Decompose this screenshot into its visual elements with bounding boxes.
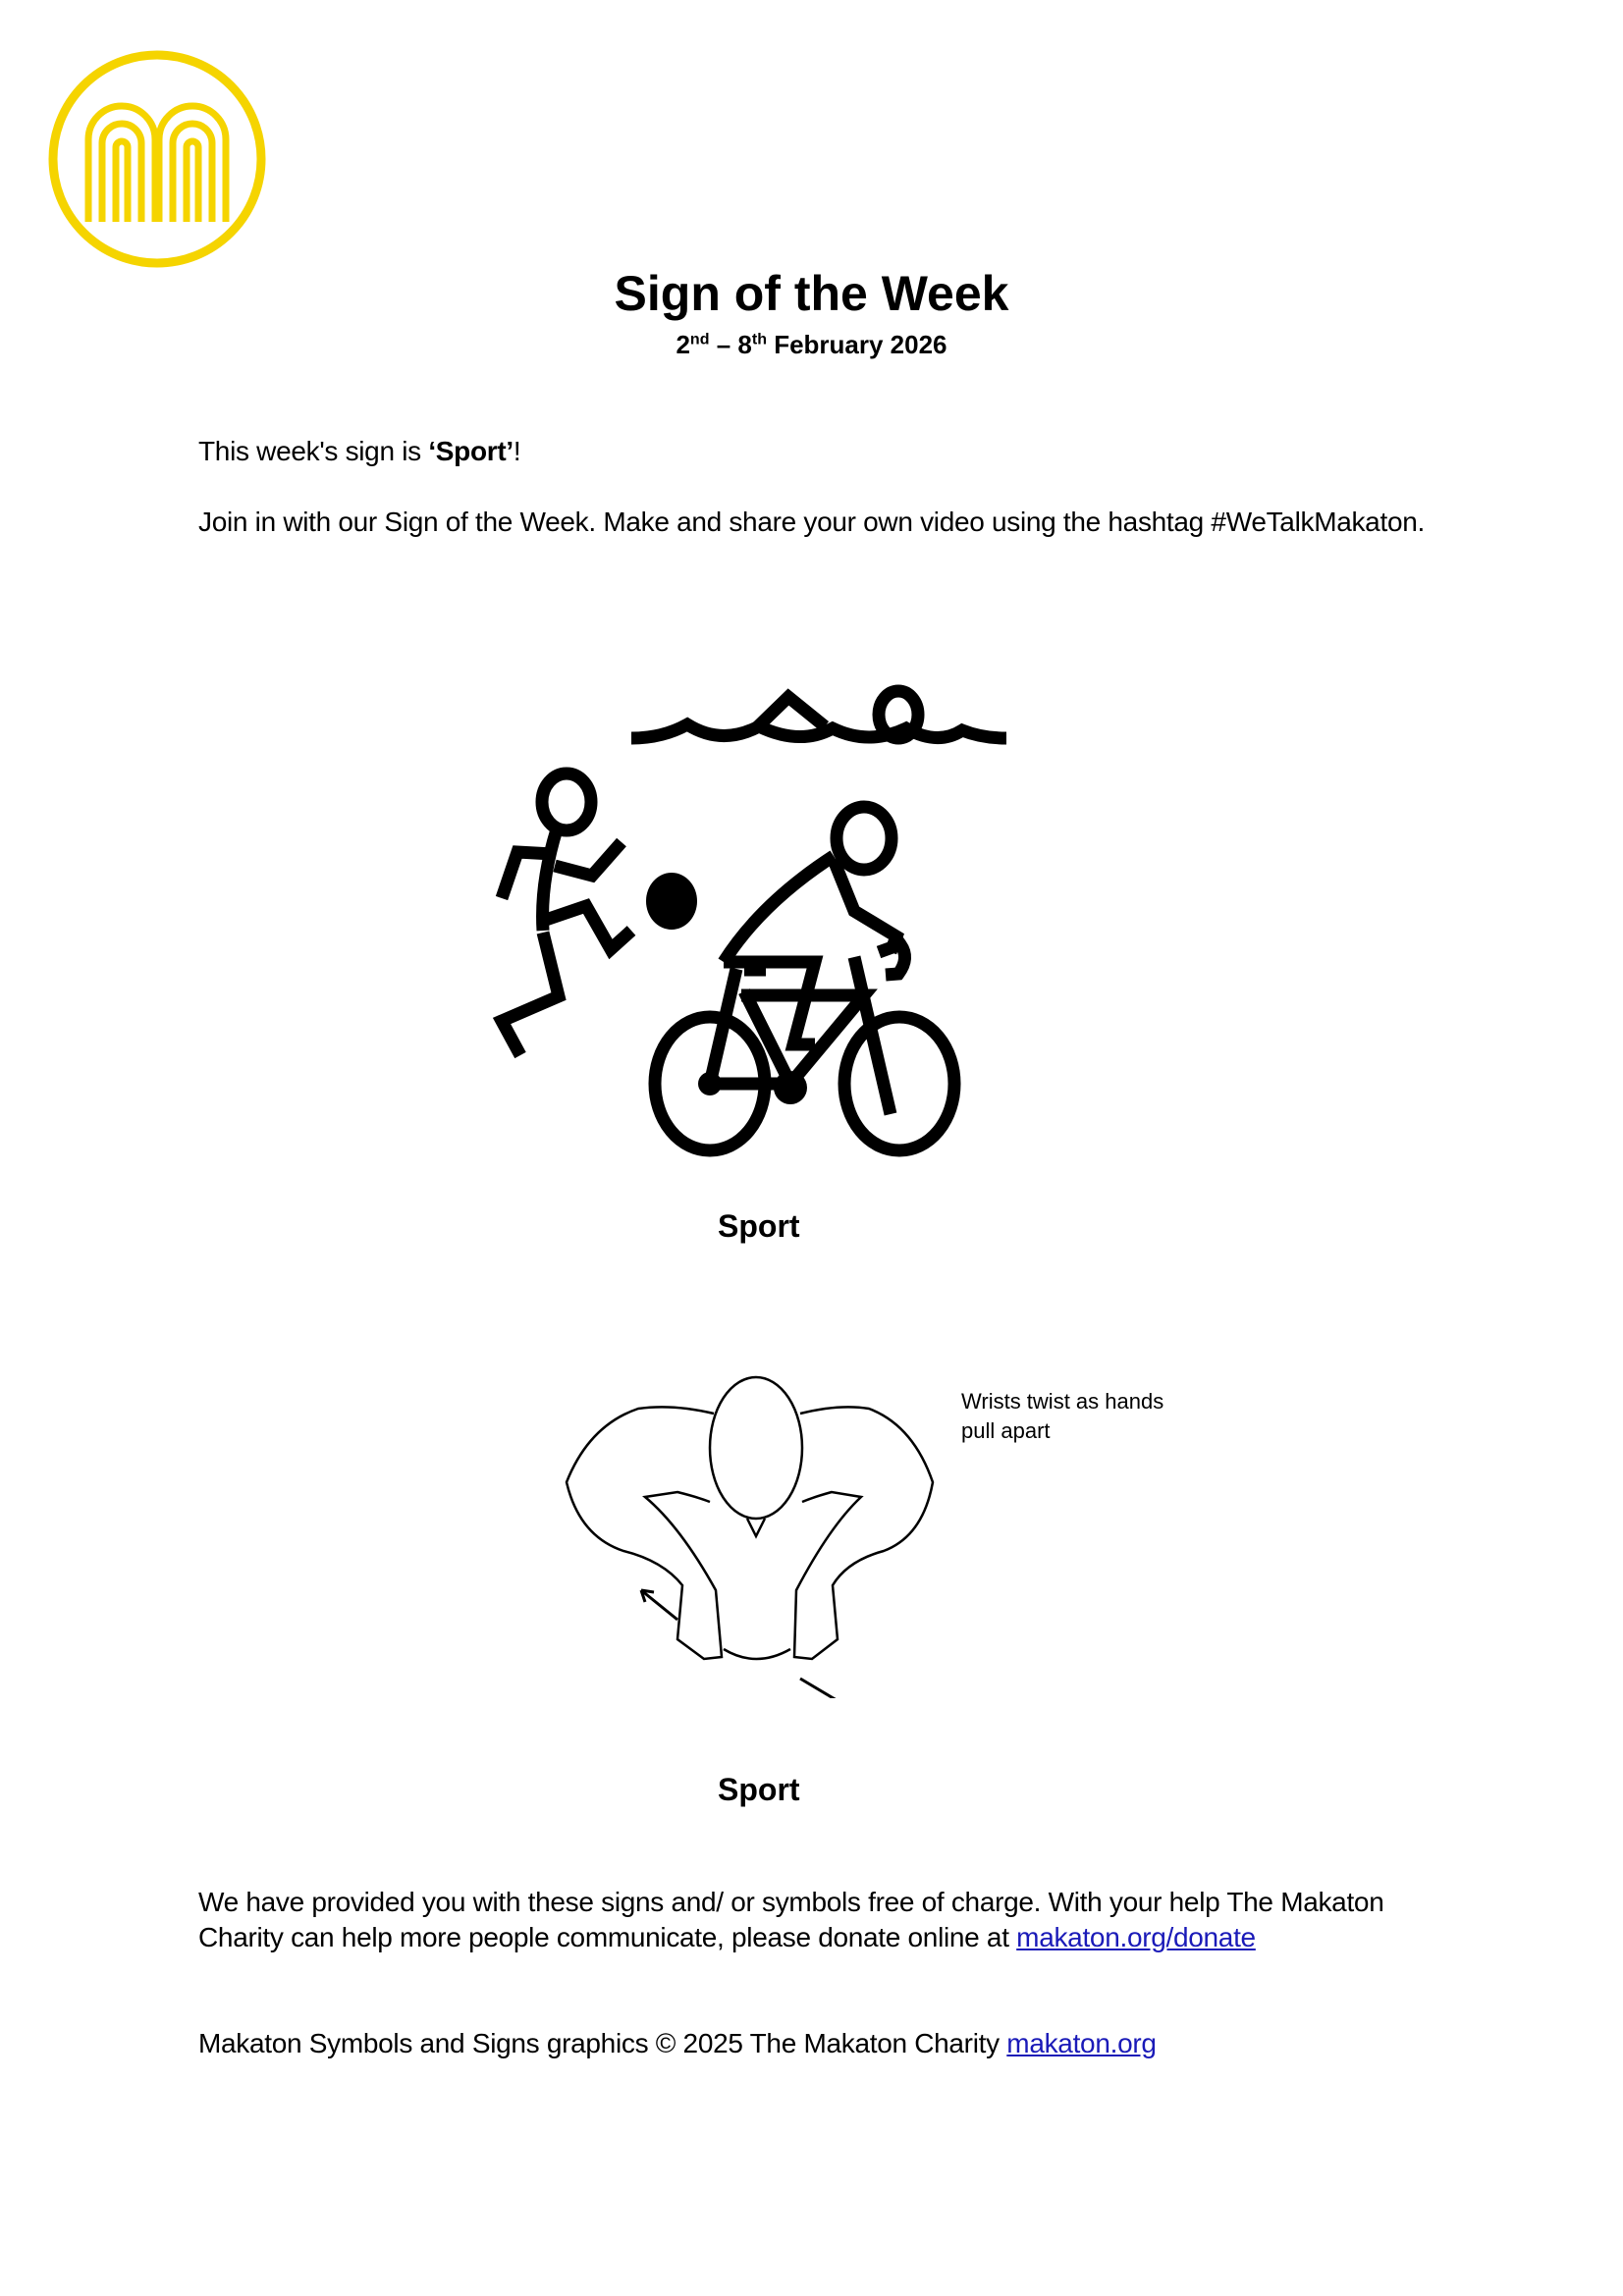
sign-word: ‘Sport’ — [428, 436, 514, 466]
date-start-suffix: nd — [689, 331, 710, 348]
copyright-text: Makaton Symbols and Signs graphics © 2025 The Makaton Charity — [198, 2028, 1007, 2058]
date-end-day: 8 — [737, 330, 752, 359]
sign-instruction-note — [961, 1387, 1163, 1446]
makaton-logo-icon — [47, 49, 267, 269]
sign-note-line-2: pull apart — [961, 1418, 1051, 1443]
copyright-line — [198, 2026, 1157, 2061]
join-text: Join in with our Sign of the Week. Make and share your own video using the hashtag #WeTalkMakaton. — [198, 507, 1425, 537]
intro-prefix: This week's sign is — [198, 436, 429, 466]
intro-suffix: ! — [513, 436, 521, 466]
intro-text — [198, 434, 520, 469]
date-separator: – — [709, 330, 738, 359]
symbol-caption: Sport — [718, 1208, 800, 1244]
date-range — [0, 330, 1623, 360]
date-start-day: 2 — [676, 330, 690, 359]
donate-link[interactable]: makaton.org/donate — [1016, 1922, 1256, 1952]
donate-text: We have provided you with these signs and/ or symbols free of charge. With your help The Makaton Charity can help more people communicate, please donate online at — [198, 1887, 1384, 1952]
sign-note-line-1: Wrists twist as hands — [961, 1389, 1164, 1414]
sport-symbol-icon — [466, 667, 1055, 1163]
date-month-year: February 2026 — [766, 330, 947, 359]
sport-sign-drawing-icon — [555, 1355, 967, 1698]
date-end-suffix: th — [751, 331, 767, 348]
makaton-site-link[interactable]: makaton.org — [1006, 2028, 1157, 2058]
donate-paragraph — [198, 1885, 1445, 1955]
sign-caption: Sport — [718, 1772, 800, 1807]
page-title: Sign of the Week — [614, 266, 1009, 321]
